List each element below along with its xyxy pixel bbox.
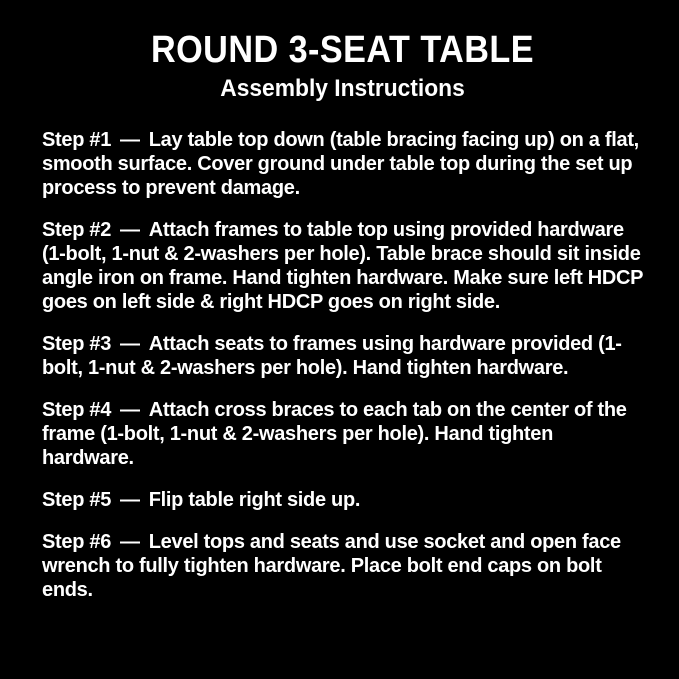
step-3-label: Step #3 xyxy=(42,333,112,355)
step-1 xyxy=(42,128,643,200)
step-3 xyxy=(42,332,643,380)
step-3-text: Attach seats to frames using hardware provided (1-bolt, 1-nut & 2-washers per hole). Hand tighten hardware. xyxy=(42,333,622,379)
step-2-separator: — xyxy=(120,219,140,241)
step-1-separator: — xyxy=(120,129,140,151)
step-1-text: Lay table top down (table bracing facing up) on a flat, smooth surface. Cover ground under table top during the set up process to prevent damage. xyxy=(42,129,639,199)
step-2 xyxy=(42,218,643,314)
step-6-text: Level tops and seats and use socket and open face wrench to fully tighten hardware. Place bolt end caps on bolt ends. xyxy=(42,531,621,601)
step-6-separator: — xyxy=(120,531,140,553)
page-subtitle: Assembly Instructions xyxy=(220,75,465,102)
step-2-text: Attach frames to table top using provided hardware (1-bolt, 1-nut & 2-washers per hole). Table brace should sit inside angle iron on frame. Hand tighten hardware. Make sure left HDCP goes on left side & right HDCP goes on right side. xyxy=(42,219,643,313)
step-5-text: Flip table right side up. xyxy=(148,489,361,511)
step-5-label: Step #5 xyxy=(42,489,112,511)
step-3-separator: — xyxy=(120,333,140,355)
step-1-label: Step #1 xyxy=(42,129,112,151)
step-2-label: Step #2 xyxy=(42,219,112,241)
step-4-label: Step #4 xyxy=(42,399,112,421)
step-5-separator: — xyxy=(120,489,140,511)
step-6-label: Step #6 xyxy=(42,531,112,553)
step-5 xyxy=(42,488,643,512)
step-4-separator: — xyxy=(120,399,140,421)
page-title: ROUND 3-SEAT TABLE xyxy=(150,29,535,71)
step-4 xyxy=(42,398,643,470)
step-4-text: Attach cross braces to each tab on the center of the frame (1-bolt, 1-nut & 2-washers per hole). Hand tighten hardware. xyxy=(42,399,627,469)
step-6 xyxy=(42,530,643,602)
